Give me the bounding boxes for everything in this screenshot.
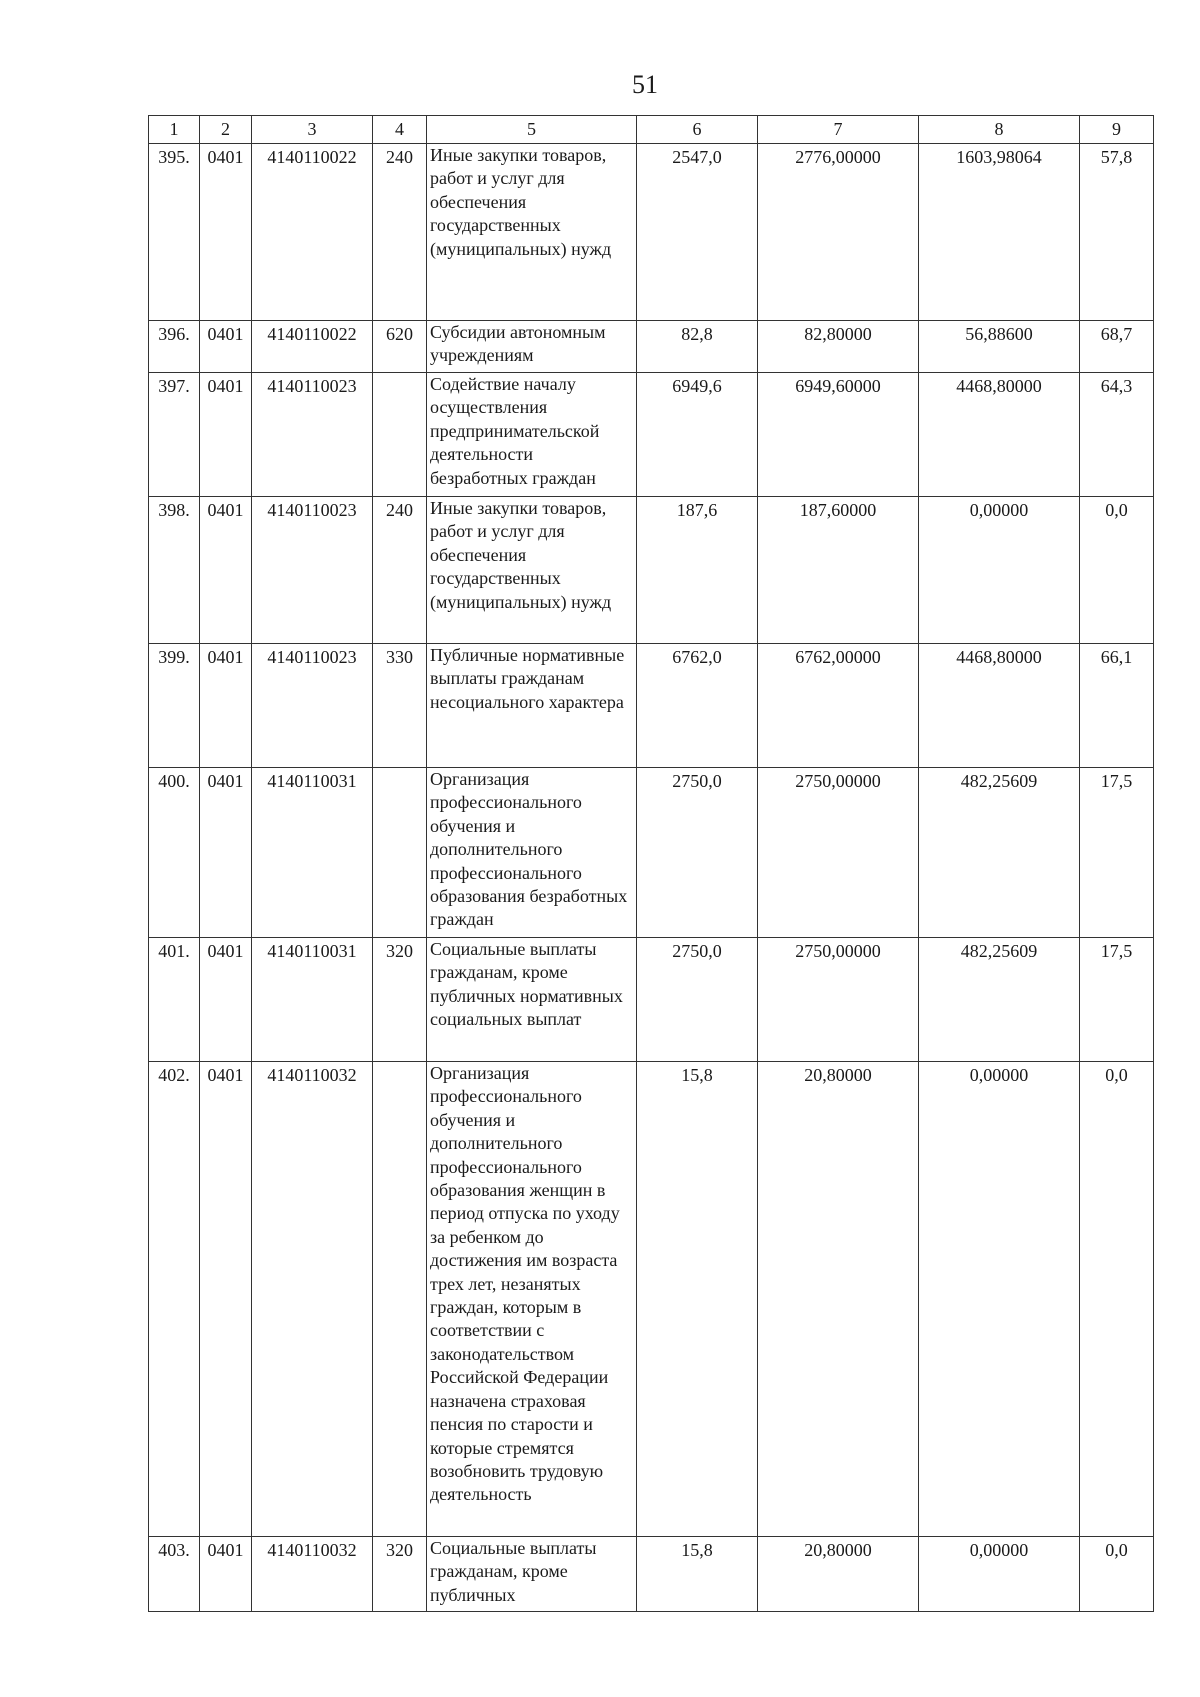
- table-row: [149, 373, 1154, 497]
- percent-value: 0,0: [1080, 1537, 1154, 1612]
- table-row: [149, 1062, 1154, 1537]
- executed-value: 1603,98064: [919, 144, 1080, 321]
- plan-value: 6949,6: [637, 373, 758, 497]
- executed-value: 0,00000: [919, 1537, 1080, 1612]
- executed-value: 56,88600: [919, 321, 1080, 373]
- column-header: 5: [427, 116, 637, 144]
- section-code: 0401: [200, 321, 252, 373]
- plan-value: 6762,0: [637, 644, 758, 768]
- plan-value: 2750,0: [637, 768, 758, 938]
- target-code: 4140110031: [252, 938, 373, 1062]
- target-code: 4140110023: [252, 644, 373, 768]
- target-code: 4140110032: [252, 1537, 373, 1612]
- table-row: [149, 938, 1154, 1062]
- target-code: 4140110022: [252, 321, 373, 373]
- refined-value: 2750,00000: [758, 938, 919, 1062]
- plan-value: 187,6: [637, 497, 758, 644]
- column-header: 8: [919, 116, 1080, 144]
- percent-value: 0,0: [1080, 497, 1154, 644]
- expense-type-code: 320: [373, 938, 427, 1062]
- plan-value: 82,8: [637, 321, 758, 373]
- section-code: 0401: [200, 1062, 252, 1537]
- row-number: 402.: [149, 1062, 200, 1537]
- refined-value: 187,60000: [758, 497, 919, 644]
- percent-value: 57,8: [1080, 144, 1154, 321]
- percent-value: 0,0: [1080, 1062, 1154, 1537]
- target-code: 4140110031: [252, 768, 373, 938]
- header-row: [149, 116, 1154, 144]
- expense-type-code: 240: [373, 144, 427, 321]
- row-number: 401.: [149, 938, 200, 1062]
- table-row: [149, 768, 1154, 938]
- item-name: Организация профессионального обучения и дополнительного профессионального образования женщин в период отпуска по уходу за ребенком до достижения им возраста трех лет, незанятых граждан, которым в соответствии с законодательством Российской Федерации назначена страховая пенсия по старости и которые стремятся возобновить трудовую деятельность: [427, 1062, 637, 1537]
- refined-value: 6949,60000: [758, 373, 919, 497]
- column-header: 2: [200, 116, 252, 144]
- row-number: 403.: [149, 1537, 200, 1612]
- target-code: 4140110022: [252, 144, 373, 321]
- refined-value: 2776,00000: [758, 144, 919, 321]
- expense-type-code: 240: [373, 497, 427, 644]
- row-number: 398.: [149, 497, 200, 644]
- table-row: [149, 497, 1154, 644]
- section-code: 0401: [200, 1537, 252, 1612]
- table-row: [149, 1537, 1154, 1612]
- plan-value: 15,8: [637, 1062, 758, 1537]
- executed-value: 4468,80000: [919, 644, 1080, 768]
- table-row: [149, 644, 1154, 768]
- page-number: 51: [632, 70, 658, 99]
- expense-type-code: 620: [373, 321, 427, 373]
- row-number: 400.: [149, 768, 200, 938]
- column-header: 1: [149, 116, 200, 144]
- percent-value: 68,7: [1080, 321, 1154, 373]
- item-name: Публичные нормативные выплаты гражданам несоциального характера: [427, 644, 637, 768]
- expense-type-code: 320: [373, 1537, 427, 1612]
- expense-type-code: 330: [373, 644, 427, 768]
- executed-value: 0,00000: [919, 1062, 1080, 1537]
- table-row: [149, 321, 1154, 373]
- plan-value: 2547,0: [637, 144, 758, 321]
- refined-value: 2750,00000: [758, 768, 919, 938]
- item-name: Социальные выплаты гражданам, кроме публичных: [427, 1537, 637, 1612]
- expense-type-code: [373, 768, 427, 938]
- column-header: 4: [373, 116, 427, 144]
- target-code: 4140110023: [252, 373, 373, 497]
- refined-value: 82,80000: [758, 321, 919, 373]
- column-header: 9: [1080, 116, 1154, 144]
- refined-value: 20,80000: [758, 1062, 919, 1537]
- plan-value: 15,8: [637, 1537, 758, 1612]
- target-code: 4140110032: [252, 1062, 373, 1537]
- section-code: 0401: [200, 373, 252, 497]
- item-name: Иные закупки товаров, работ и услуг для обеспечения государственных (муниципальных) нужд: [427, 497, 637, 644]
- executed-value: 4468,80000: [919, 373, 1080, 497]
- percent-value: 66,1: [1080, 644, 1154, 768]
- executed-value: 0,00000: [919, 497, 1080, 644]
- item-name: Организация профессионального обучения и дополнительного профессионального образования безработных граждан: [427, 768, 637, 938]
- column-header: 7: [758, 116, 919, 144]
- row-number: 395.: [149, 144, 200, 321]
- executed-value: 482,25609: [919, 938, 1080, 1062]
- refined-value: 20,80000: [758, 1537, 919, 1612]
- section-code: 0401: [200, 644, 252, 768]
- executed-value: 482,25609: [919, 768, 1080, 938]
- plan-value: 2750,0: [637, 938, 758, 1062]
- column-header: 3: [252, 116, 373, 144]
- expense-type-code: [373, 373, 427, 497]
- percent-value: 64,3: [1080, 373, 1154, 497]
- row-number: 397.: [149, 373, 200, 497]
- item-name: Содействие началу осуществления предпринимательской деятельности безработных граждан: [427, 373, 637, 497]
- section-code: 0401: [200, 144, 252, 321]
- section-code: 0401: [200, 497, 252, 644]
- refined-value: 6762,00000: [758, 644, 919, 768]
- percent-value: 17,5: [1080, 768, 1154, 938]
- table-row: [149, 144, 1154, 321]
- item-name: Социальные выплаты гражданам, кроме публичных нормативных социальных выплат: [427, 938, 637, 1062]
- row-number: 396.: [149, 321, 200, 373]
- section-code: 0401: [200, 768, 252, 938]
- target-code: 4140110023: [252, 497, 373, 644]
- expense-type-code: [373, 1062, 427, 1537]
- column-header: 6: [637, 116, 758, 144]
- row-number: 399.: [149, 644, 200, 768]
- percent-value: 17,5: [1080, 938, 1154, 1062]
- item-name: Субсидии автономным учреждениям: [427, 321, 637, 373]
- item-name: Иные закупки товаров, работ и услуг для обеспечения государственных (муниципальных) нужд: [427, 144, 637, 321]
- section-code: 0401: [200, 938, 252, 1062]
- budget-table: [148, 115, 1154, 1612]
